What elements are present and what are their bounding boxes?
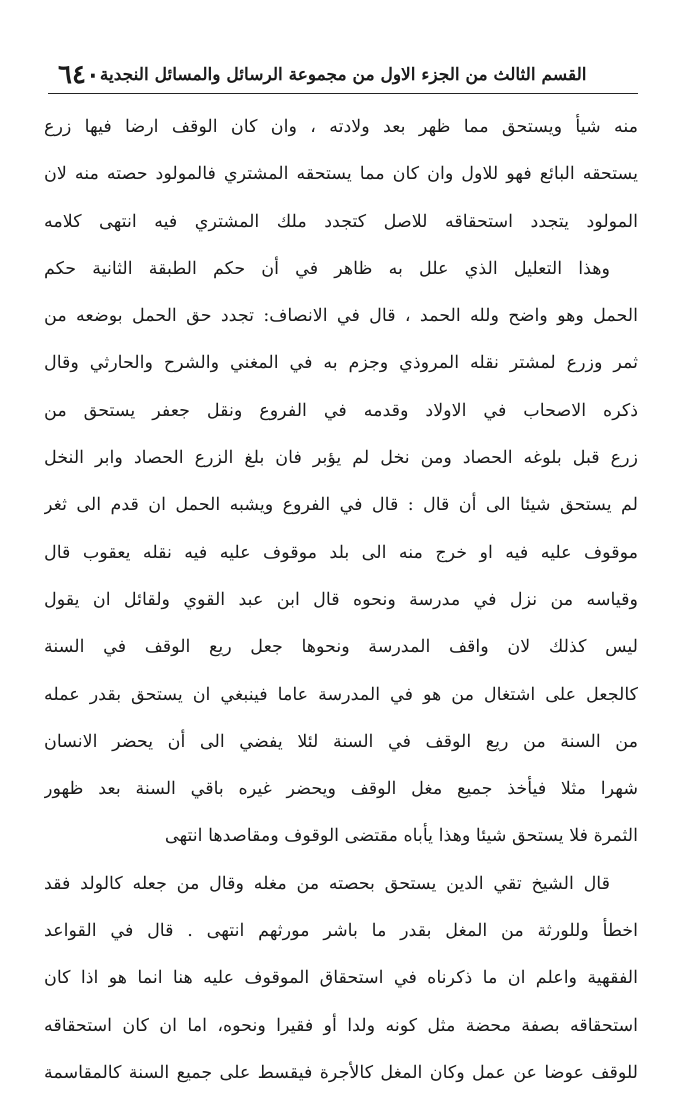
text-line: الفقهية واعلم ان ما ذكرناه في استحقاق الموقوف عليه هنا انما هو اذا كان <box>44 968 638 989</box>
text-line: كالجعل على اشتغال من هو في المدرسة عاما فينبغي ان يستحق بقدر عمله <box>44 684 638 705</box>
running-title: القسم الثالث من الجزء الاول من مجموعة الرسائل والمسائل النجدية <box>99 65 587 85</box>
text-line: ذكره الاصحاب في الاولاد وقدمه في الفروع ونقل جعفر يستحق من <box>44 400 638 421</box>
text-line: استحقاقه بصفة محضة مثل كونه ولدا أو فقيرا ونحوه، اما ان كان استحقاقه <box>44 1015 638 1036</box>
text-line: من السنة من ريع الوقف في السنة لئلا يفضي الى أن يحضر الانسان <box>44 731 638 752</box>
text-line: قال الشيخ تقي الدين يستحق بحصته من مغله وقال من جعله كالولد فقد <box>44 873 610 894</box>
body-text <box>44 104 638 1097</box>
text-line: المولود يتجدد استحقاقه للاصل كتجدد ملك المشتري فيه انتهى كلامه <box>44 211 638 232</box>
text-line: اخطأ وللورثة من المغل بقدر ما باشر مورثهم انتهى . قال في القواعد <box>44 921 638 942</box>
text-line: وهذا التعليل الذي علل به ظاهر في أن حكم الطبقة الثانية حكم <box>44 258 610 279</box>
text-line: ثمر وزرع لمشتر نقله المروذي وجزم به في المغني والشرح والحارثي وقال <box>44 353 638 374</box>
text-line: موقوف عليه فيه او خرج منه الى بلد موقوف عليه فيه نقله يعقوب قال <box>44 542 638 563</box>
text-line: الحمل وهو واضح ولله الحمد ، قال في الانصاف: تجدد حق الحمل بوضعه من <box>44 306 638 327</box>
text-line: يستحقه البائع فهو للاول وان كان مما يستحقه المشتري فالمولود حصته منه لان <box>44 164 638 185</box>
text-line: زرع قبل بلوغه الحصاد ومن نخل لم يؤبر فان بلغ الزرع الحصاد وابر النخل <box>44 448 638 469</box>
page-header <box>48 52 632 92</box>
page-number: ٦٤٠ <box>58 60 100 90</box>
text-line: وقياسه من نزل في مدرسة ونحوه قال ابن عبد القوي ولقائل ان يقول <box>44 589 638 610</box>
text-line: لم يستحق شيئا الى أن قال : قال في الفروع ويشبه الحمل ان قدم الى ثغر <box>44 495 638 516</box>
text-line: منه شيأ ويستحق مما ظهر بعد ولادته ، وان كان الوقف ارضا فيها زرع <box>44 117 638 137</box>
text-line: ليس كذلك لان واقف المدرسة ونحوها جعل ريع الوقف في السنة <box>44 637 638 658</box>
text-line: للوقف عوضا عن عمل وكان المغل كالأجرة فيقسط على جميع السنة كالمقاسمة <box>44 1062 638 1083</box>
text-line: الثمرة فلا يستحق شيئا وهذا يأباه مقتضى الوقوف ومقاصدها انتهى <box>164 826 638 847</box>
header-rule <box>48 93 638 94</box>
text-line: شهرا مثلا فيأخذ جميع مغل الوقف ويحضر غيره باقي السنة بعد ظهور <box>44 779 638 800</box>
